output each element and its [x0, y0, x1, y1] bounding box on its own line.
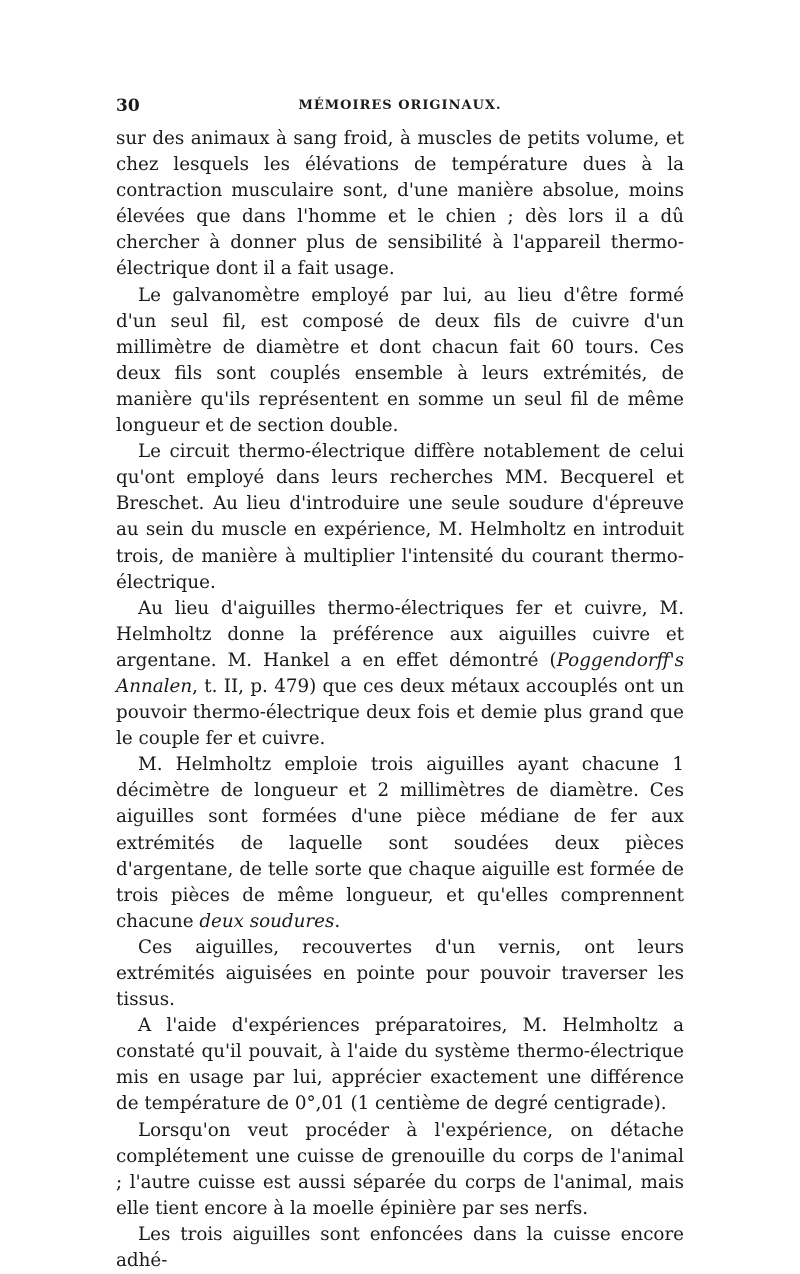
paragraph-circuit: Le circuit thermo-électrique diffère notablement de celui qu'ont employé dans leurs recherches MM. Becquerel et Breschet. Au lieu d'introduire une seule soudure d'épreuve au sein du muscle en expérience, M. Helmholtz en introduit trois, de manière à multiplier l'intensité du courant thermo-électrique.	[116, 441, 684, 593]
paragraph-vernis: Ces aiguilles, recouvertes d'un vernis, ont leurs extrémités aiguisées en pointe pour pouvoir traverser les tissus.	[116, 936, 684, 1011]
body-text	[116, 126, 684, 1274]
paragraph-text: M. Helmholtz emploie trois aiguilles ayant chacune 1 décimètre de longueur et 2 millimètres de diamètre. Ces aiguilles sont formées d'une pièce médiane de fer aux extrémités de laquelle sont soudées deux pièces d'argentane, de telle sorte que chaque aiguille est formée de trois pièces de même longueur, et qu'elles comprennent chacune	[116, 754, 684, 932]
page-header	[116, 92, 684, 126]
paragraph-procedure: Lorsqu'on veut procéder à l'expérience, on détache complétement une cuisse de grenouille du corps de l'animal ; l'autre cuisse est aussi séparée du corps de l'animal, mais elle tient encore à la moelle épinière par ses nerfs.	[116, 1119, 684, 1219]
paragraph-text: .	[334, 910, 341, 932]
running-head: MÉMOIRES ORIGINAUX.	[298, 98, 502, 113]
paragraph-continuation: sur des animaux à sang froid, à muscles de petits volume, et chez lesquels les élévations de température dues à la contraction musculaire sont, d'une manière absolue, moins élevées que dans l'homme et le chien ; dès lors il a dû chercher à donner plus de sensibilité à l'appareil thermo-électrique dont il a fait usage.	[116, 128, 684, 280]
emphasis-italic: deux soudures	[199, 910, 335, 932]
paragraph-helmholtz	[116, 752, 684, 935]
page-number: 30	[116, 96, 140, 116]
paragraph-galvanometre: Le galvanomètre employé par lui, au lieu d'être formé d'un seul fil, est composé de deux fils de cuivre d'un millimètre de diamètre et dont chacun fait 60 tours. Ces deux fils sont couplés ensemble à leurs extrémités, de manière qu'ils représentent en somme un seul fil de même longueur et de section double.	[116, 284, 684, 437]
citation-italic: Poggendorff's Annalen	[116, 649, 684, 697]
paragraph-aiguilles	[116, 596, 684, 753]
paragraph-experiences: A l'aide d'expériences préparatoires, M. Helmholtz a constaté qu'il pouvait, à l'aide du système thermo-électrique mis en usage par lui, apprécier exactement une différence de température de 0°,01 (1 centième de degré centigrade).	[116, 1015, 684, 1115]
paragraph-text: Au lieu d'aiguilles thermo-électriques fer et cuivre, M. Helmholtz donne la préférence aux aiguilles cuivre et argentane. M. Hankel a en effet démontré (	[116, 597, 684, 671]
paragraph-text: , t. II, p. 479) que ces deux métaux accouplés ont un pouvoir thermo-électrique deux fois et demie plus grand que le couple fer et cuivre.	[116, 675, 684, 750]
paragraph-final: Les trois aiguilles sont enfoncées dans la cuisse encore adhé-	[116, 1223, 684, 1272]
document-page	[116, 92, 684, 1274]
